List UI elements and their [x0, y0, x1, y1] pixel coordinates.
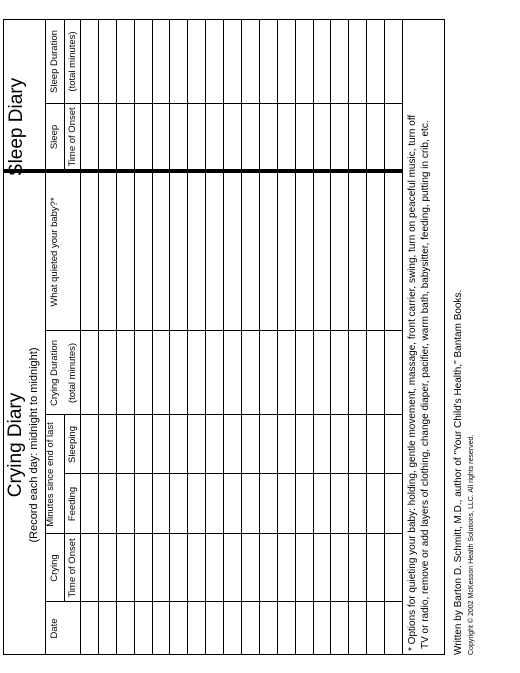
header-crying-total-minutes: (total minutes) [67, 342, 78, 404]
header-sleep-duration: Sleep Duration [49, 30, 60, 93]
table-row-line [277, 19, 278, 655]
header-top-line [45, 19, 46, 655]
table-row-line [384, 19, 385, 655]
header-mid-line-crying [64, 415, 65, 602]
table-row-line [169, 19, 170, 655]
table-row-line [295, 19, 296, 655]
header-bottom-line [80, 19, 81, 655]
table-row-line [187, 19, 188, 655]
author-credit: Written by Barton D. Schmitt, M.D., author of "Your Child's Health," Bantam Books. [453, 289, 464, 655]
header-date: Date [49, 618, 60, 639]
table-row-line [330, 19, 331, 655]
header-crying: Crying [49, 554, 60, 582]
table-row-line [259, 19, 260, 655]
crying-diary-subtitle: (Record each day: midnight to midnight) [28, 347, 40, 543]
header-feeding: Feeding [67, 486, 78, 522]
table-row-line [98, 19, 99, 655]
sleep-diary-title: Sleep Diary [6, 77, 27, 177]
table-row-line [134, 19, 135, 655]
header-sleeping: Sleeping [67, 426, 78, 463]
header-minutes-since: Minutes since end of last [45, 422, 56, 527]
crying-diary-title: Crying Diary [5, 392, 26, 498]
table-row-line [152, 19, 153, 655]
table-row-line [223, 19, 224, 655]
table-row-line [366, 19, 367, 655]
footnote-line-1: * Options for quieting your baby: holding, gentle movement, massage, front carrier, swing, turn on peaceful music, turn off [407, 114, 418, 651]
footnote-line-2: TV or radio, remove or add layers of clothing, change diaper, pacifier, warm bath, babysitter, feeding, putting in crib, etc. [420, 120, 431, 649]
table-row-line [241, 19, 242, 655]
table-row-line [205, 19, 206, 655]
header-sleep-time-of-onset: Time of Onset [67, 107, 78, 167]
table-row-line [313, 19, 314, 655]
header-crying-duration: Crying Duration [49, 340, 60, 406]
table-row-line [402, 19, 403, 655]
col-line-feeding [64, 473, 402, 474]
copyright-notice: Copyright © 2002 McKesson Health Solutions, LLC. All rights reserved. [468, 434, 475, 655]
header-what-quieted: What quieted your baby?* [49, 197, 60, 307]
table-row-line [116, 19, 117, 655]
header-mid-line-sleep [64, 19, 65, 170]
header-sleep: Sleep [49, 124, 60, 150]
header-sleep-total-minutes: (total minutes) [67, 31, 78, 92]
header-crying-time-of-onset: Time of Onset [67, 538, 78, 598]
table-row-line [348, 19, 349, 655]
col-line-divider-thick [3, 169, 402, 173]
